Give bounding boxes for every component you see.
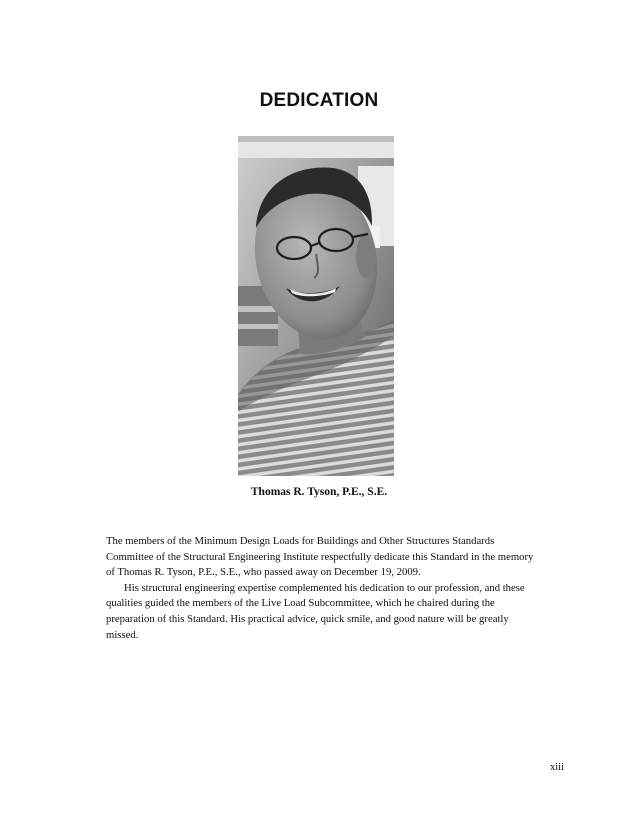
dedication-paragraph: His structural engineering expertise complemented his dedication to our profession, and these qualities guided the members of the Live Load Subcommittee, which he chaired during the preparation of this Standard. His practical advice, quick smile, and good nature will be greatly missed.: [106, 581, 525, 641]
portrait-photo: [238, 136, 394, 476]
dedication-paragraph: The members of the Minimum Design Loads for Buildings and Other Structures Standards Committee of the Structural Engineering Institute respectfully dedicate this Standard in the memory of Thomas R. Tyson, P.E., S.E., who passed away on December 19, 2009.: [106, 535, 534, 579]
dedication-text: [106, 534, 538, 643]
page-title: DEDICATION: [259, 90, 379, 111]
portrait-photo-icon: [238, 136, 394, 476]
photo-caption: Thomas R. Tyson, P.E., S.E.: [250, 486, 388, 498]
page-number: xiii: [549, 762, 564, 773]
